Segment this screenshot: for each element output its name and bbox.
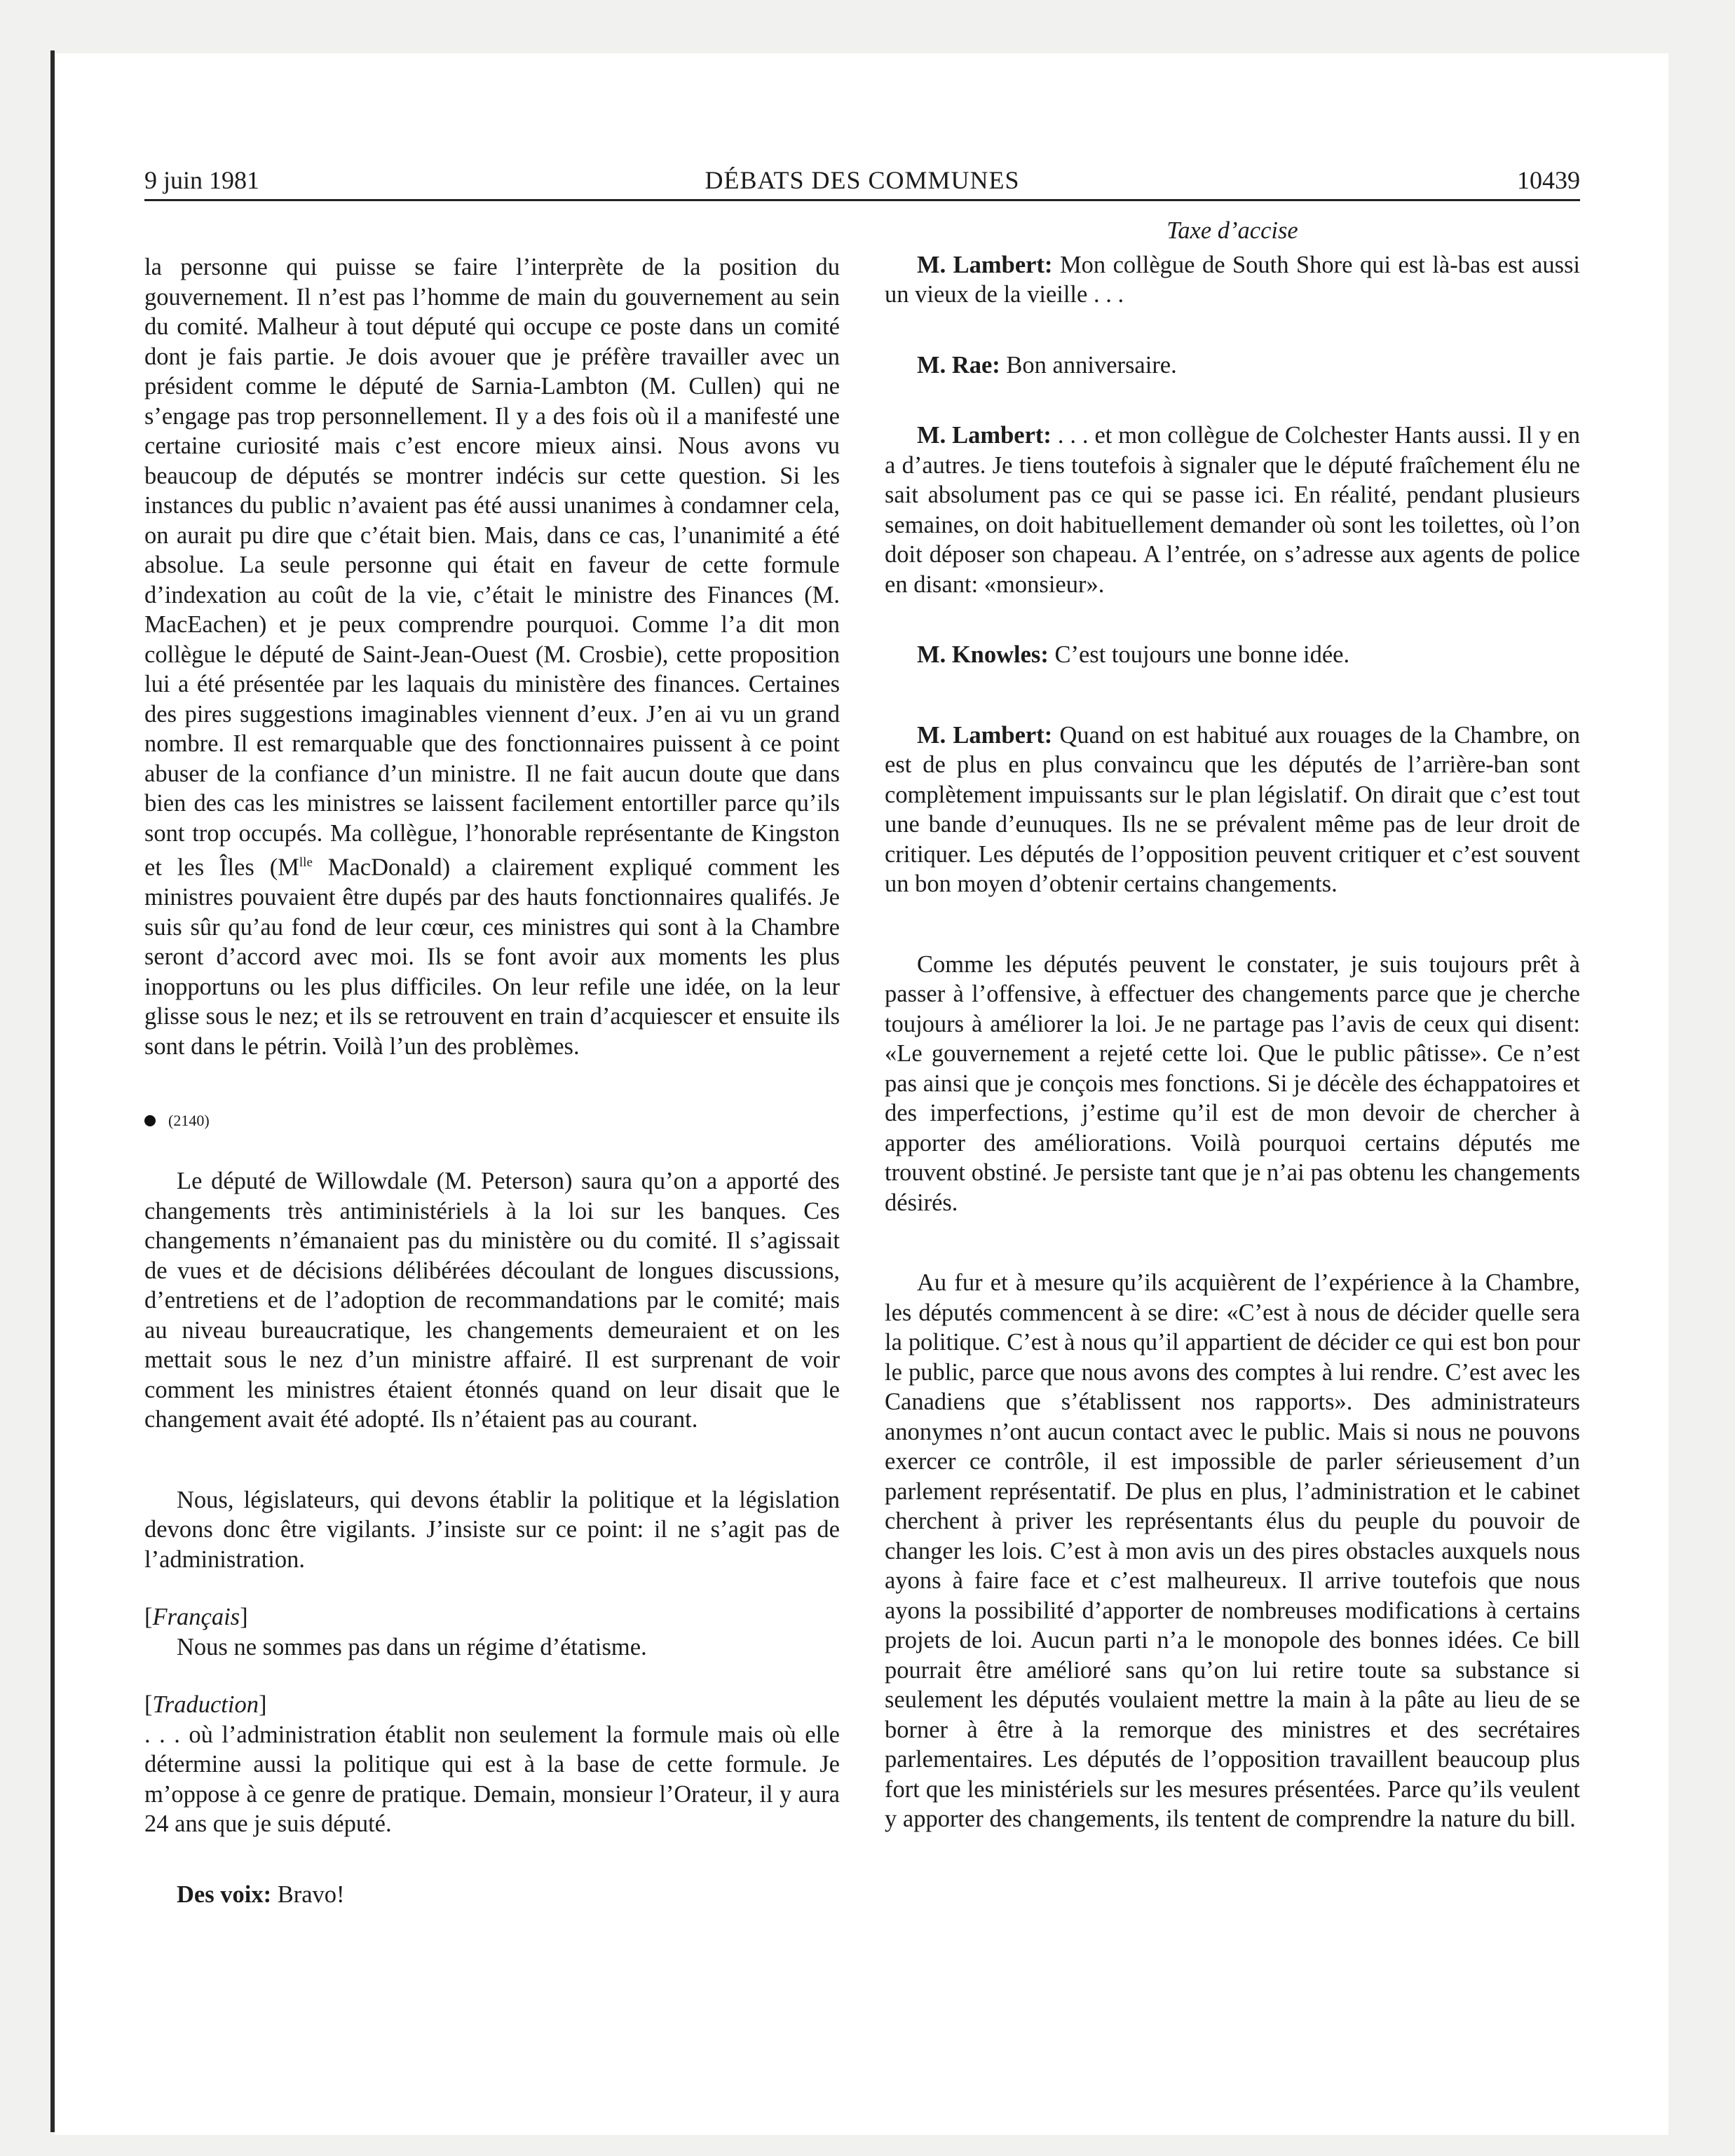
language-tag	[144, 1690, 840, 1720]
bracket: [	[144, 1691, 153, 1718]
paragraph-text: MacDonald) a clairement expliqué comment les ministres pouvaient être dupés par des hauts fonctionnaires qualifés. Je suis sûr qu’au fond de leur cœur, ces ministres qui sont à la Chambre seront d’accord avec moi. Ils se font avoir aux moments les plus inopportuns ou les plus difficiles. On leur refile une idée, on la leur glisse sous le nez; et ils se retrouvent en train d’acquiescer et ensuite ils sont dans le pétrin. Voilà l’un des problèmes.	[144, 854, 841, 1060]
speech	[885, 721, 1580, 899]
speech	[885, 250, 1580, 310]
speech-text: . . . et mon collègue de Colchester Hants aussi. Il y en a d’autres. Je tiens toutefois à signaler que le député fraîchement élu ne sait absolument pas ce qui se passe ici. En réalité, pendant plusieurs semaines, on doit habituellement demander où sont les toilettes, où l’on doit déposer son chapeau. A l’entrée, on s’adresse aux agents de police en disant: «monsieur».	[885, 422, 1580, 598]
time-marker	[144, 1110, 840, 1131]
header-page-number: 10439	[1517, 166, 1580, 194]
speaker-name: M. Lambert:	[917, 422, 1052, 449]
paragraph: Nous, législateurs, qui devons établir la politique et la législation devons donc être vigilants. J’insiste sur ce point: il ne s’agit pas de l’administration.	[144, 1486, 840, 1573]
speaker-name: M. Rae:	[917, 351, 1000, 378]
header-date: 9 juin 1981	[144, 166, 260, 194]
superscript: lle	[299, 855, 313, 870]
speech	[885, 640, 1580, 670]
speaker-name: M. Knowles:	[917, 641, 1049, 668]
speech-text: Bon anniversaire.	[1000, 351, 1177, 378]
bullet-icon	[144, 1115, 156, 1126]
speech-text: C’est toujours une bonne idée.	[1048, 641, 1350, 668]
left-column	[144, 252, 840, 1909]
bracket: ]	[240, 1604, 248, 1630]
speech	[144, 1880, 840, 1910]
subject-heading: Taxe d’accise	[1166, 217, 1298, 244]
bracket: ]	[258, 1691, 267, 1718]
paragraph: Nous ne sommes pas dans un régime d’étatisme.	[177, 1633, 647, 1660]
speech-text: Quand on est habitué aux rouages de la Chambre, on est de plus en plus convaincu que les députés de l’arrière-ban sont complètement impuissants sur le plan législatif. On dirait que c’est tout une bande d’eunuques. Ils ne se prévalent même pas de leur droit de critiquer. Les députés de l’opposition peuvent critiquer et c’est souvent un bon moyen d’obtenir certains changements.	[885, 721, 1581, 897]
language-tag-label: Français	[152, 1604, 240, 1630]
paragraph	[144, 252, 840, 1061]
speaker-name: Des voix:	[177, 1881, 272, 1908]
bracket: [	[144, 1604, 153, 1630]
language-tag-label: Traduction	[152, 1691, 259, 1718]
speaker-name: M. Lambert:	[917, 251, 1053, 278]
paragraph: . . . où l’administration établit non seulement la formule mais où elle détermine aussi la politique qui est à la base de cette formule. Je m’oppose à ce genre de pratique. Demain, monsieur l’Orateur, il y aura 24 ans que je suis député.	[144, 1721, 840, 1837]
speaker-name: M. Lambert:	[917, 721, 1053, 749]
right-column	[885, 216, 1580, 1834]
speech-text: Mon collègue de South Shore qui est là-bas est aussi un vieux de la vieille . . .	[885, 251, 1581, 308]
speech	[885, 350, 1580, 381]
paragraph-text: la personne qui puisse se faire l’interprète de la position du gouvernement. Il n’est pas l’homme de main du gouvernement au sein du comité. Malheur à tout député qui occupe ce poste dans un comité dont je fais partie. Je dois avouer que je préfère travailler avec un président comme le député de Sarnia-Lambton (M. Cullen) qui ne s’engage pas trop personnellement. Il y a des fois où il a manifesté une certaine curiosité mais c’est encore mieux ainsi. Nous avons vu beaucoup de députés se montrer indécis sur cette question. Si les instances du public n’avaient pas été aussi unanimes à condamner cela, on aurait pu dire que c’était bien. Mais, dans ce cas, l’unanimité a été absolue. La seule personne qui était en faveur de cette formule d’indexation au coût de la vie, c’était le ministre des Finances (M. MacEachen) et je peux comprendre pourquoi. Comme l’a dit mon collègue le député de Saint-Jean-Ouest (M. Crosbie), cette proposition lui a été présentée par les laquais du ministère des finances. Certaines des pires suggestions imaginables viennent d’eux. J’en ai vu un grand nombre. Il est remarquable que des fonctionnaires puissent à ce point abuser de la confiance d’un ministre. Il ne fait aucun doute que dans bien des cas les ministres se laissent facilement entortiller parce qu’ils sont trop occupés. Ma collègue, l’honorable représentante de Kingston et les Îles (M	[144, 254, 840, 881]
language-tag	[144, 1602, 840, 1632]
time-marker-label: (2140)	[168, 1112, 210, 1129]
running-header	[144, 164, 1580, 201]
header-title: DÉBATS DES COMMUNES	[705, 166, 1020, 194]
paragraph: Au fur et à mesure qu’ils acquièrent de l’expérience à la Chambre, les députés commencent à se dire: «C’est à nous de décider quelle sera la politique. C’est à nous qu’il appartient de décider ce qui est bon pour le public, parce que nous avons des comptes à lui rendre. C’est avec les Canadiens que s’établissent nos rapports». Des administrateurs anonymes n’ont aucun contact avec le public. Mais si nous ne pouvons exercer ce contrôle, il est impossible de parler sérieusement d’un parlement représentatif. De plus en plus, l’administration et le cabinet cherchent à priver les représentants élus du peuple du pouvoir de changer les lois. C’est à mon avis un des pires obstacles auxquels nous ayons à faire face et c’est malheureux. Il arrive toutefois que nous ayons la possibilité d’apporter de nombreuses modifications à certains projets de loi. Aucun parti n’a le monopole des bonnes idées. Ce bill pourrait être amélioré sans qu’on lui retire toute sa substance si seulement les députés voulaient mettre la main à la pâte au lieu de se borner à être à la remorque des ministres et des secrétaires parlementaires. Les députés de l’opposition travaillent beaucoup plus fort que les ministériels sur les mesures présentées. Parce qu’ils veulent y apporter des changements, ils tentent de comprendre la nature du bill.	[885, 1269, 1580, 1832]
paragraph: Comme les députés peuvent le constater, je suis toujours prêt à passer à l’offensive, à effectuer des changements parce que je cherche toujours à améliorer la loi. Je ne partage pas l’avis de ceux qui disent: «Le gouvernement a rejeté cette loi. Que le public pâtisse». Ce n’est pas ainsi que je conçois mes fonctions. Si je décèle des échappatoires et des imperfections, j’estime qu’il est de mon devoir de chercher à apporter des améliorations. Voilà pourquoi certains députés me trouvent obstiné. Je persiste tant que je n’ai pas obtenu les changements désirés.	[885, 950, 1580, 1216]
speech-text: Bravo!	[271, 1881, 345, 1908]
speech	[885, 421, 1580, 599]
paragraph: Le député de Willowdale (M. Peterson) saura qu’on a apporté des changements très antiministériels à la loi sur les banques. Ces changements n’émanaient pas du ministère ou du comité. Il s’agissait de vues et de décisions délibérées découlant de longues discussions, d’entretiens et de l’adoption de recommandations par le comité; mais au niveau bureaucratique, les changements demeuraient et on les mettait sous le nez d’un ministre affairé. Il est surprenant de voir comment les ministres étaient étonnés quand on leur disait que le changement avait été adopté. Ils n’étaient pas au courant.	[144, 1168, 840, 1433]
